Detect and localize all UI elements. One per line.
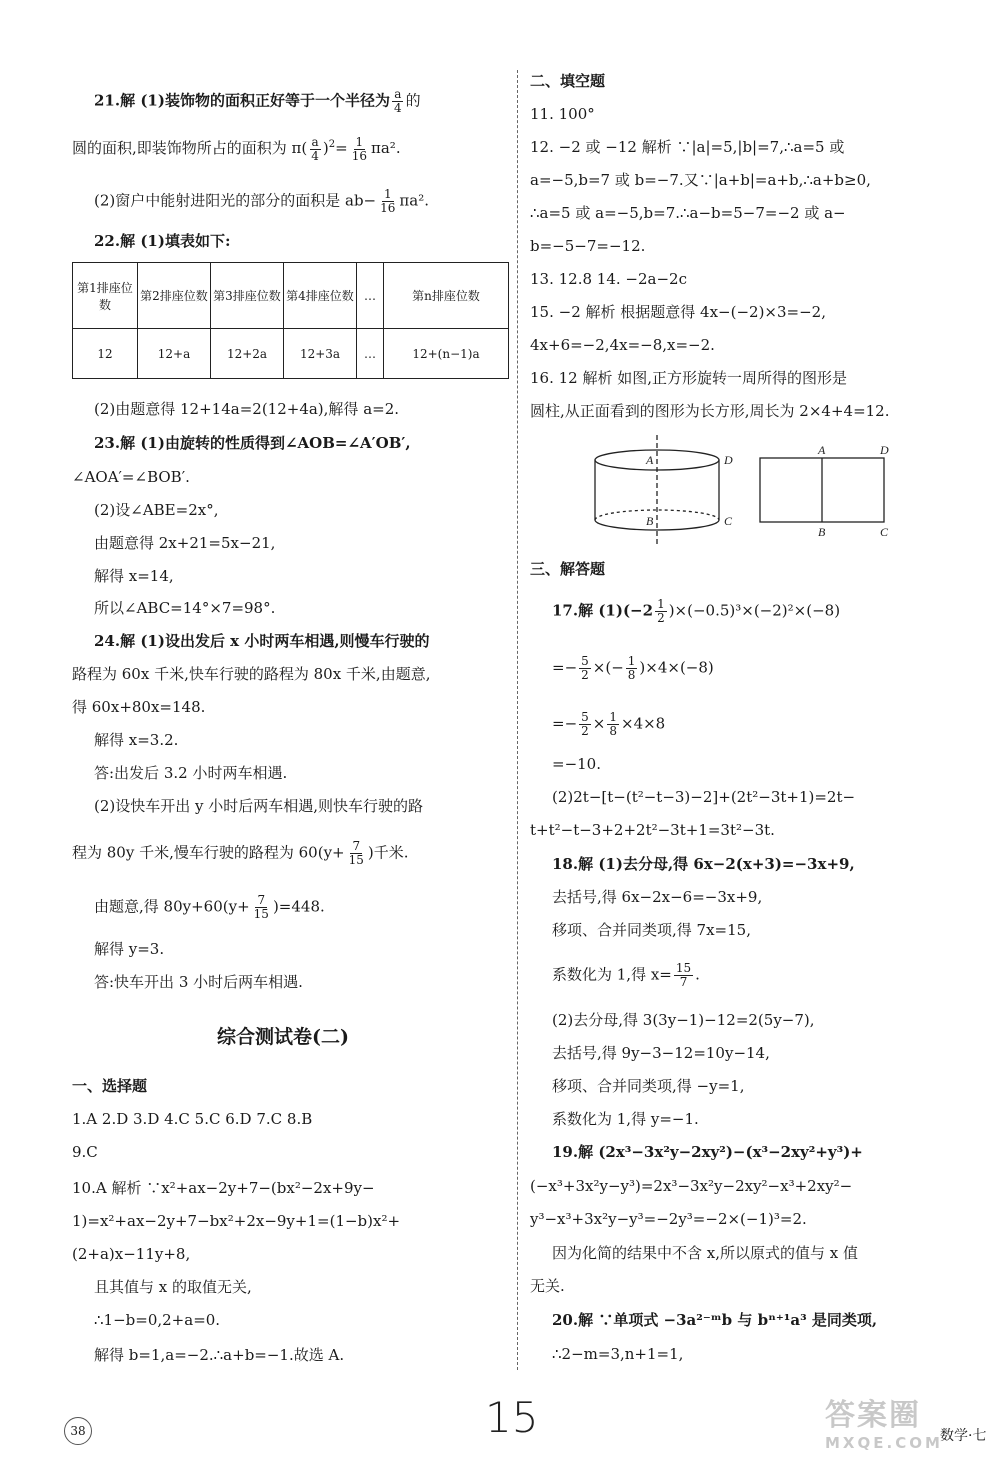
fill-line7: 15. −2 解析 根据题意得 4x−(−2)×3=−2,	[530, 303, 826, 321]
q18-line6: 去括号,得 9y−3−12=10y−14,	[552, 1044, 770, 1062]
fill-heading: 二、填空题	[530, 72, 606, 90]
section-title: 综合测试卷(二)	[217, 1026, 349, 1048]
q17-line3: =− $\frac{5}{2}$ × $\frac{1}{8}$ ×4×8	[552, 710, 666, 738]
q18-line4: 系数化为 1,得 x= $\frac{15}{7}$ .	[552, 961, 700, 989]
q21-line3: (2)窗户中能射进阳光的部分的面积是 ab− $\frac{1}{16}$ πa².	[94, 187, 430, 215]
table-cell: …	[357, 263, 384, 329]
table-cell: 12+2a	[211, 329, 284, 379]
q18-line2: 去括号,得 6x−2x−6=−3x+9,	[552, 888, 763, 906]
fill-line8: 4x+6=−2,4x=−8,x=−2.	[530, 336, 715, 354]
q20-line2: ∴2−m=3,n+1=1,	[552, 1345, 684, 1363]
label-a: A	[646, 453, 654, 467]
mc-line6: 且其值与 x 的取值无关,	[94, 1278, 252, 1296]
q24-line5: 答:出发后 3.2 小时两车相遇.	[94, 764, 288, 782]
q19-line1: 19.解 (2x³−3x²y−2xy²)−(x³−2xy²+y³)+	[552, 1143, 863, 1161]
q23-line1: 23.解 (1)由旋转的性质得到∠AOB=∠A′OB′,	[94, 434, 411, 452]
table-cell: 12+a	[138, 329, 211, 379]
fraction: $\frac{a}{4}$	[393, 87, 402, 115]
label-d: D	[724, 453, 733, 467]
q17-line1: 17.解 (1)(−2 $\frac{1}{2}$ )×(−0.5)³×(−2)²×(−8)	[552, 597, 841, 625]
q19-line4: 因为化简的结果中不含 x,所以原式的值与 x 值	[552, 1244, 858, 1262]
fraction: $\frac{15}{7}$	[675, 961, 692, 989]
mc-line3: 10.A 解析 ∵x²+ax−2y+7−(bx²−2x+9y−	[72, 1179, 375, 1197]
label-b: B	[646, 514, 654, 528]
mc-line8: 解得 b=1,a=−2.∴a+b=−1.故选 A.	[94, 1346, 345, 1364]
label-c: C	[880, 525, 889, 539]
table-cell: 12+(n−1)a	[384, 329, 509, 379]
table-row	[73, 329, 509, 379]
column-divider	[517, 70, 518, 1370]
table-cell: 12	[73, 329, 138, 379]
q24-line2: 路程为 60x 千米,快车行驶的路程为 80x 千米,由题意,	[72, 665, 431, 683]
cylinder-shape	[595, 435, 719, 545]
q18-line8: 系数化为 1,得 y=−1.	[552, 1110, 699, 1128]
fraction: $\frac{1}{8}$	[627, 654, 636, 682]
ans-heading: 三、解答题	[530, 560, 606, 578]
table-cell: 第2排座位数	[138, 263, 211, 329]
fill-line2: 12. −2 或 −12 解析 ∵|a|=5,|b|=7,∴a=5 或	[530, 138, 845, 156]
subject-footer: 数学·七	[940, 1428, 987, 1444]
table-cell: 第1排座位数	[73, 263, 138, 329]
q23-line3: (2)设∠ABE=2x°,	[94, 501, 219, 519]
mc-heading: 一、选择题	[72, 1077, 148, 1095]
q23-line5: 解得 x=14,	[94, 567, 174, 585]
q21-line2: 圆的面积,即装饰物所占的面积为 π( $\frac{a}{4}$ )$^2$= $\frac{1}{16}$ πa².	[72, 134, 401, 163]
handwritten-number: 15	[485, 1393, 539, 1442]
mc-line7: ∴1−b=0,2+a=0.	[94, 1311, 221, 1329]
cylinder-and-rectangle-figure	[590, 430, 910, 550]
mc-line5: (2+a)x−11y+8,	[72, 1245, 191, 1263]
fraction: $\frac{1}{16}$	[351, 134, 367, 163]
fill-line10: 圆柱,从正面看到的图形为长方形,周长为 2×4+4=12.	[530, 402, 890, 420]
fill-line5: b=−5−7=−12.	[530, 237, 646, 255]
watermark-logo: 答案圈 MXQE.COM	[825, 1398, 943, 1452]
q18-line5: (2)去分母,得 3(3y−1)−12=2(5y−7),	[552, 1011, 815, 1029]
q24-line7: 程为 80y 千米,慢车行驶的路程为 60(y+ $\frac{7}{15}$ )千米.	[72, 839, 409, 867]
fraction: $\frac{1}{2}$	[657, 597, 665, 625]
q24-line9: 解得 y=3.	[94, 940, 165, 958]
q20-line1: 20.解 ∵单项式 −3a²⁻ᵐb 与 bⁿ⁺¹a³ 是同类项,	[552, 1311, 878, 1329]
fraction: $\frac{7}{15}$	[253, 893, 269, 921]
q18-line7: 移项、合并同类项,得 −y=1,	[552, 1077, 745, 1095]
q18-line3: 移项、合并同类项,得 7x=15,	[552, 921, 751, 939]
q24-line8: 由题意,得 80y+60(y+ $\frac{7}{15}$ )=448.	[94, 893, 325, 921]
mc-line1: 1.A 2.D 3.D 4.C 5.C 6.D 7.C 8.B	[72, 1110, 313, 1128]
q24-line10: 答:快车开出 3 小时后两车相遇.	[94, 973, 303, 991]
q22-line1: 22.解 (1)填表如下:	[94, 232, 231, 250]
q19-line2: (−x³+3x²y−y³)=2x³−3x²y−2xy²−x³+2xy²−	[530, 1177, 853, 1195]
q23-line6: 所以∠ABC=14°×7=98°.	[94, 599, 276, 617]
seat-table	[72, 262, 509, 379]
fill-line1: 11. 100°	[530, 105, 595, 123]
fraction: $\frac{1}{16}$	[380, 187, 396, 215]
fraction: $\frac{7}{15}$	[348, 839, 364, 867]
table-header-row	[73, 263, 509, 329]
fill-line3: a=−5,b=7 或 b=−7.又∵|a+b|=a+b,∴a+b≥0,	[530, 171, 871, 189]
table-cell: …	[357, 329, 384, 379]
mc-line4: 1)=x²+ax−2y+7−bx²+2x−9y+1=(1−b)x²+	[72, 1212, 401, 1230]
label-a: A	[818, 443, 826, 457]
mc-line2: 9.C	[72, 1143, 98, 1161]
fill-line6: 13. 12.8 14. −2a−2c	[530, 270, 687, 288]
table-cell: 第n排座位数	[384, 263, 509, 329]
fraction: $\frac{1}{8}$	[609, 710, 617, 738]
fill-line4: ∴a=5 或 a=−5,b=7.∴a−b=5−7=−2 或 a−	[530, 204, 846, 222]
q24-line4: 解得 x=3.2.	[94, 731, 179, 749]
fill-line9: 16. 12 解析 如图,正方形旋转一周所得的图形是	[530, 369, 848, 387]
q24-line1: 24.解 (1)设出发后 x 小时两车相遇,则慢车行驶的	[94, 632, 430, 650]
fraction: $\frac{5}{2}$	[581, 710, 589, 738]
fraction: $\frac{a}{4}$	[311, 134, 319, 163]
q23-line2: ∠AOA′=∠BOB′.	[72, 468, 190, 486]
page-number: 38	[64, 1417, 92, 1445]
q19-line3: y³−x³+3x²y−y³=−2y³=−2×(−1)³=2.	[530, 1210, 807, 1228]
q24-line3: 得 60x+80x=148.	[72, 698, 206, 716]
label-c: C	[724, 514, 733, 528]
q19-line5: 无关.	[530, 1277, 565, 1295]
fraction: $\frac{5}{2}$	[581, 654, 589, 682]
q17-line6: t+t²−t−3+2+2t²−3t+1=3t²−3t.	[530, 821, 775, 839]
q24-line6: (2)设快车开出 y 小时后两车相遇,则快车行驶的路	[94, 797, 424, 815]
q22-line2: (2)由题意得 12+14a=2(12+4a),解得 a=2.	[94, 400, 400, 418]
label-d: D	[880, 443, 889, 457]
q17-line4: =−10.	[552, 755, 601, 773]
q18-line1: 18.解 (1)去分母,得 6x−2(x+3)=−3x+9,	[552, 855, 855, 873]
rectangle-shape	[760, 458, 884, 522]
q17-line2: =− $\frac{5}{2}$ ×(− $\frac{1}{8}$ )×4×(−8)	[552, 654, 714, 682]
q21-line1: 21.解 (1)装饰物的面积正好等于一个半径为 $\frac{a}{4}$ 的	[94, 87, 421, 115]
table-cell: 12+3a	[284, 329, 357, 379]
table-cell: 第3排座位数	[211, 263, 284, 329]
label-b: B	[818, 525, 826, 539]
q23-line4: 由题意得 2x+21=5x−21,	[94, 534, 276, 552]
table-cell: 第4排座位数	[284, 263, 357, 329]
q17-line5: (2)2t−[t−(t²−t−3)−2]+(2t²−3t+1)=2t−	[552, 788, 856, 806]
